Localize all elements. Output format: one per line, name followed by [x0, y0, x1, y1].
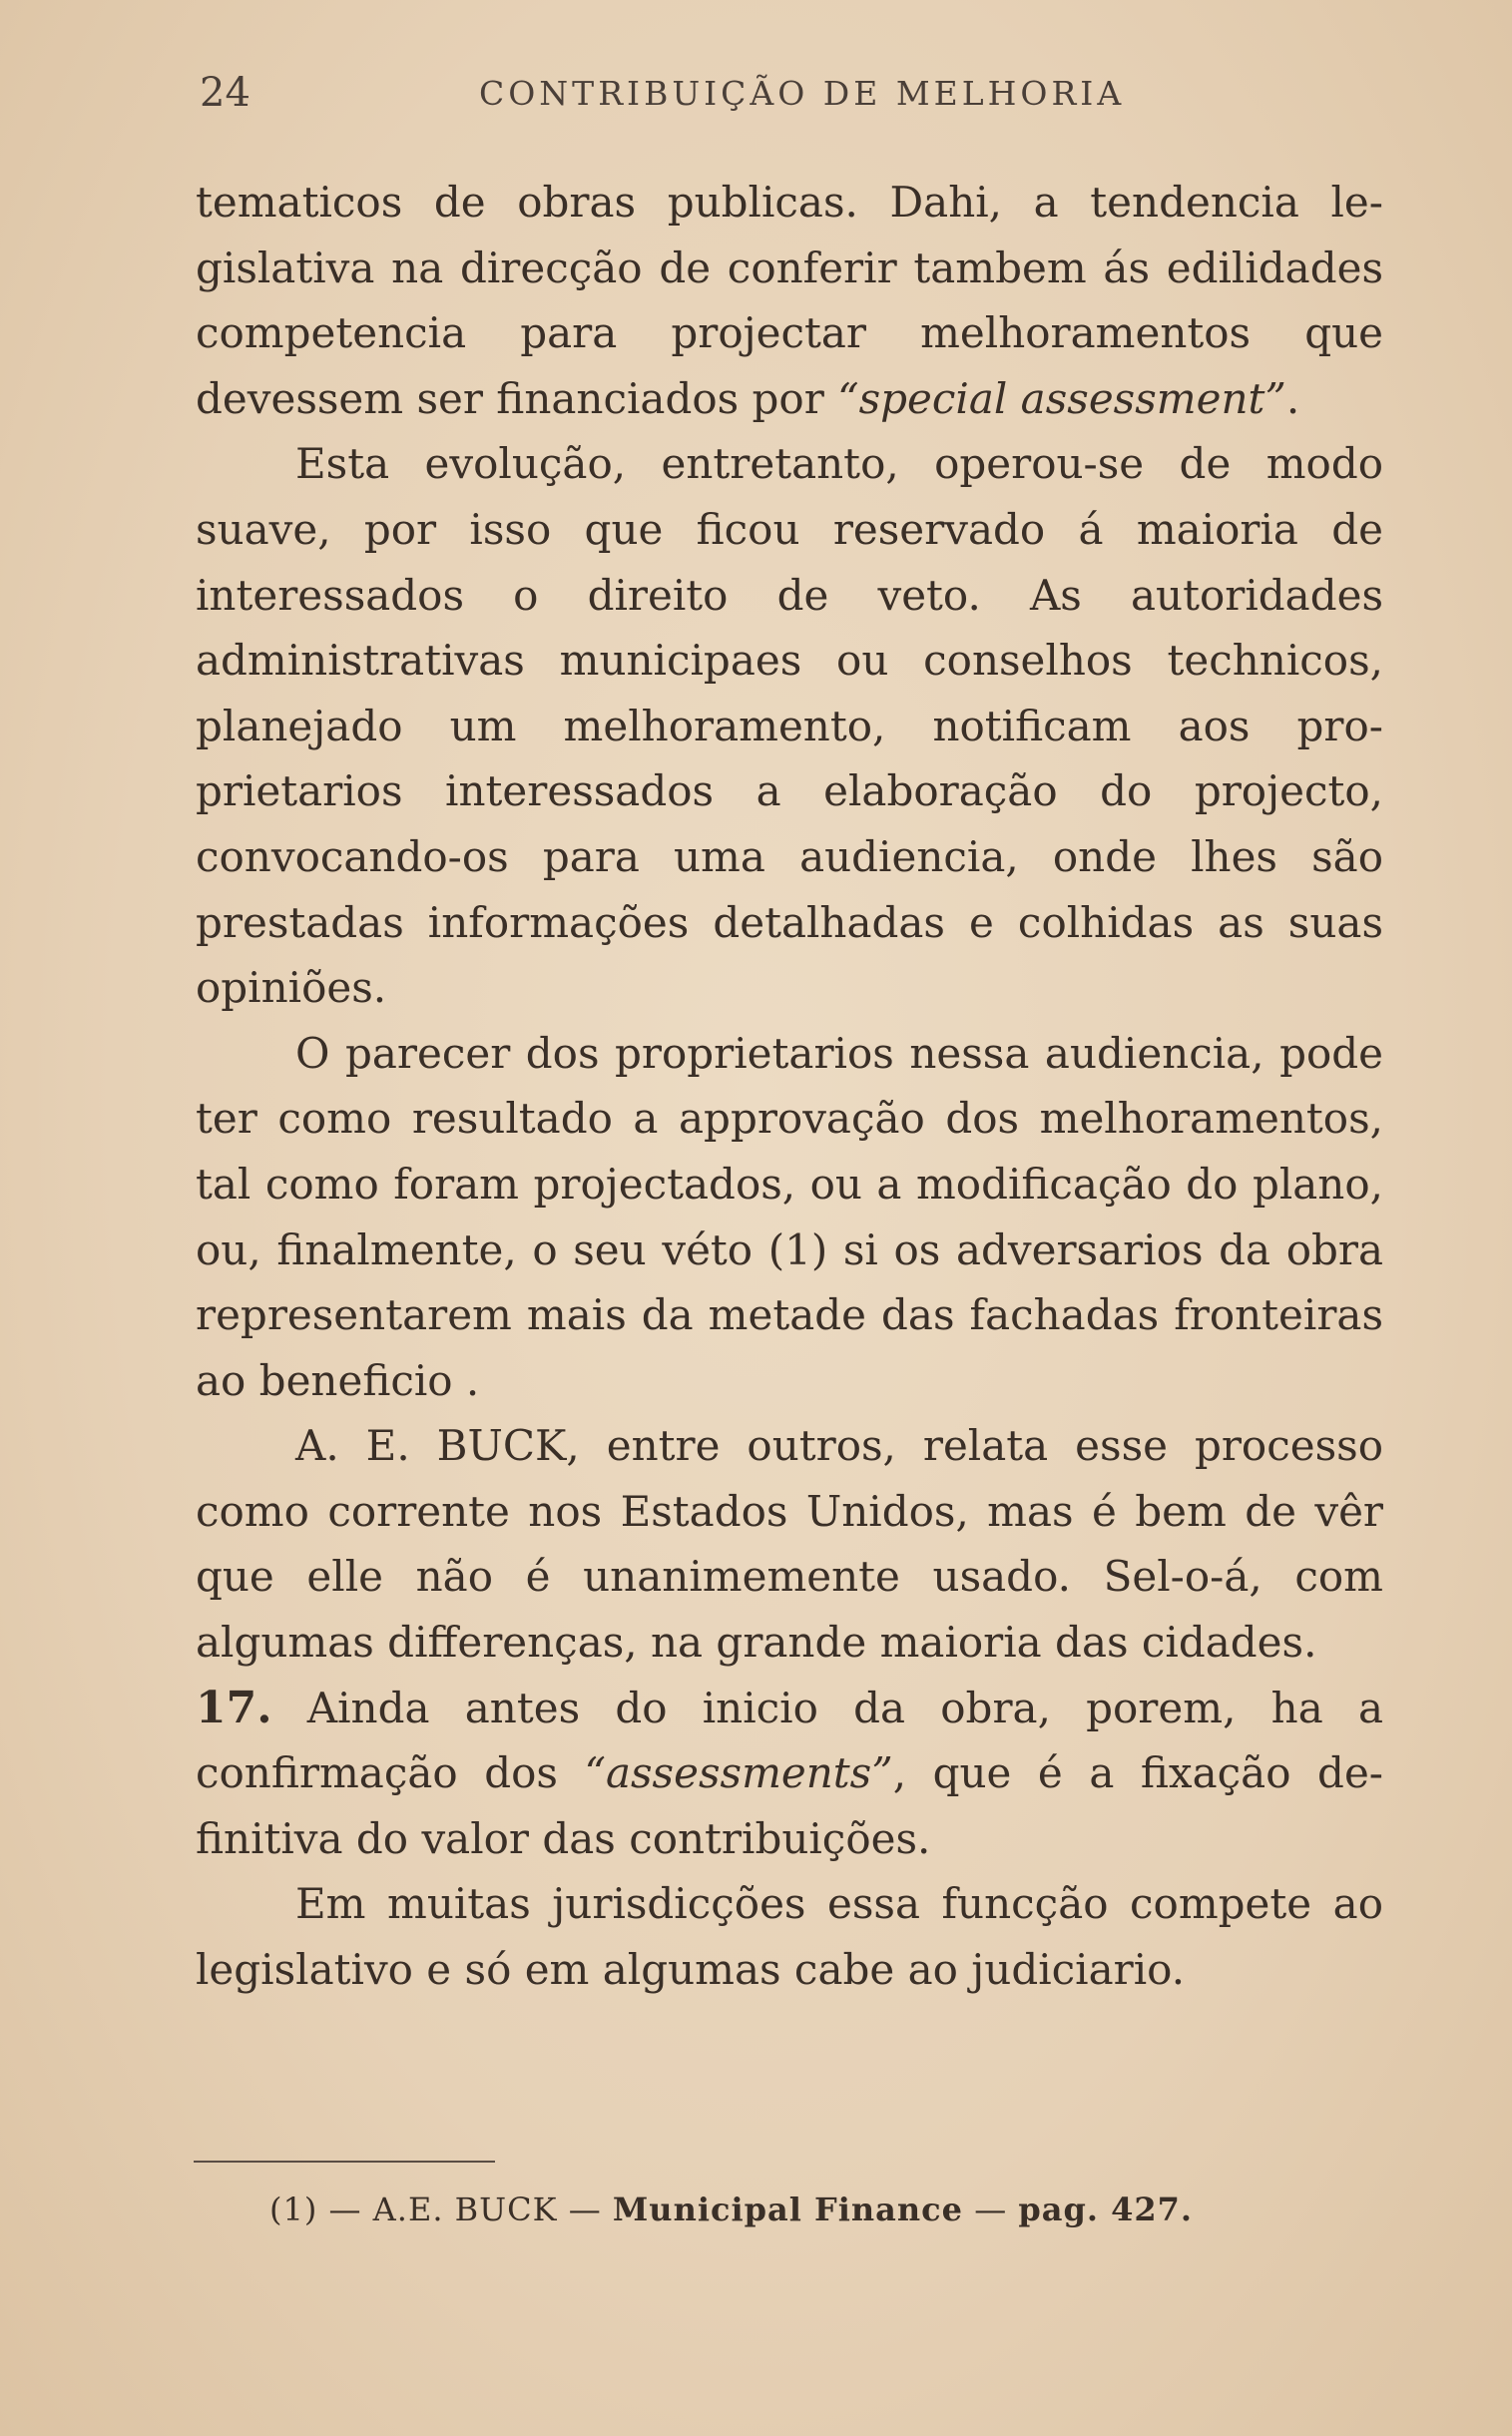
body-text: [196, 170, 1383, 2003]
paragraph-text: tematicos de obras publicas. Dahi, a tendencia legislativa na direcção de conferir tambem ás edilidades competencia para projectar melhoramentos que devessem ser financiados por: [196, 178, 1383, 423]
page-number: 24: [200, 70, 251, 116]
section-number: 17.: [196, 1682, 272, 1733]
footnote-page: pag. 427.: [1018, 2191, 1194, 2228]
italic-term: “assessments”: [584, 1748, 893, 1798]
paragraph-text: Ainda antes do inicio da obra, porem, ha a confirmação dos: [196, 1683, 1383, 1798]
numbered-paragraph: [196, 1676, 1383, 1872]
footnote-title: Municipal Finance: [612, 2191, 964, 2228]
footnote: (1) — A.E. BUCK — Municipal Finance — pag. 427.: [269, 2191, 1194, 2228]
footnote-divider: [194, 2161, 495, 2163]
paragraph-continued: [196, 170, 1383, 431]
page-header: [200, 70, 1387, 130]
paragraph-text: , que é a fixação definitiva do valor das contribuições.: [196, 1748, 1383, 1863]
running-title: CONTRIBUIÇÃO DE MELHORIA: [479, 74, 1126, 113]
paragraph: Esta evolução, entretanto, operou-se de modo suave, por isso que ficou reservado á maioria de interessados o direito de veto. As autoridades administrativas municipaes ou conselhos technicos, planejado um melhoramento, notificam aos proprietarios interessados a elaboração do projecto, convocando-os para uma audiencia, onde lhes são prestadas informações detalhadas e colhidas as suas opiniões.: [196, 439, 1383, 1013]
paragraph: Em muitas jurisdicções essa funcção compete ao legislativo e só em algumas cabe ao judiciario.: [196, 1879, 1383, 1995]
footnote-author: A.E. BUCK: [372, 2191, 558, 2228]
italic-term: “special assessment”: [837, 373, 1286, 423]
paragraph: O parecer dos proprietarios nessa audiencia, pode ter como resultado a approvação dos melhoramentos, tal como foram projectados, ou a modificação do plano, ou, finalmente, o seu véto (1) si os adversarios da obra representarem mais da metade das fachadas fronteiras ao beneficio .: [196, 1028, 1383, 1405]
paragraph: A. E. BUCK, entre outros, relata esse processo como corrente nos Estados Unidos, mas é bem de vêr que elle não é unanimemente usado. Sel-o-á, com algumas differenças, na grande maioria das cidades.: [196, 1421, 1383, 1668]
paragraph-text: .: [1285, 373, 1300, 423]
footnote-marker: (1): [269, 2191, 318, 2228]
